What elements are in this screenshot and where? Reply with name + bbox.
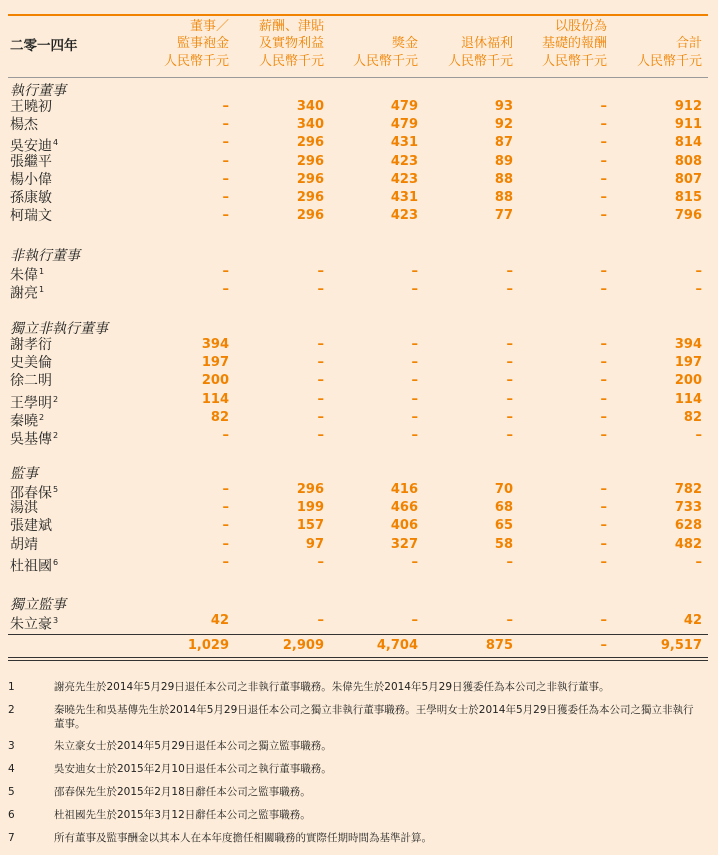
value-cell: 406 — [390, 518, 418, 534]
person-name — [10, 98, 52, 116]
value-cell: – — [411, 282, 418, 298]
value-cell: – — [506, 554, 513, 570]
table-row — [0, 207, 718, 225]
person-name-text: 胡靖 — [10, 536, 38, 553]
value-cell: 82 — [210, 409, 229, 425]
value-cell: 416 — [390, 482, 418, 497]
value-cell: – — [222, 282, 229, 298]
value-cell: 808 — [674, 153, 702, 169]
value-cell: – — [600, 153, 607, 169]
value-cell: – — [600, 391, 607, 407]
footnote-ref: 3 — [53, 616, 59, 625]
table-row — [0, 336, 718, 354]
table-row — [0, 536, 718, 554]
table-row — [0, 372, 718, 390]
table-row — [0, 554, 718, 575]
footnote-number: 7 — [8, 832, 15, 844]
total-cell: 2,909 — [282, 638, 324, 653]
table-row — [0, 354, 718, 372]
value-cell: 296 — [296, 135, 324, 151]
column-header-line: 人民幣千元 — [636, 53, 702, 69]
value-cell: – — [506, 613, 513, 628]
total-bottom-rule-1 — [8, 657, 708, 658]
column-header-line: 人民幣千元 — [541, 53, 607, 69]
person-name — [10, 153, 52, 171]
value-cell: – — [506, 391, 513, 407]
value-cell: 423 — [390, 171, 418, 187]
footnote-ref: 5 — [53, 485, 59, 494]
value-cell: 42 — [683, 613, 702, 628]
value-cell: – — [222, 536, 229, 552]
footnote-text: 謝亮先生於2014年5月29日退任本公司之非執行董事職務。朱偉先生於2014年5月29日獲委任為本公司之非執行董事。 — [54, 681, 610, 693]
value-cell: – — [317, 337, 324, 352]
table-row — [0, 153, 718, 171]
column-header-1 — [129, 18, 229, 71]
table-header — [8, 18, 708, 73]
person-name — [10, 207, 52, 225]
total-cell: – — [600, 638, 607, 653]
value-cell: 296 — [296, 190, 324, 205]
value-cell: – — [600, 554, 607, 570]
column-header-line: 人民幣千元 — [258, 53, 324, 69]
value-cell: – — [222, 208, 229, 224]
footnote-ref: 1 — [39, 285, 45, 295]
person-name — [10, 427, 58, 449]
value-cell: 394 — [201, 337, 229, 352]
footnote-text: 吳安迪女士於2015年2月10日退任本公司之執行董事職務。 — [54, 763, 332, 775]
value-cell: 796 — [674, 208, 702, 224]
section-title: 監事 — [10, 466, 38, 482]
footnote-number: 3 — [8, 740, 15, 752]
table-row — [0, 263, 718, 284]
table-row — [0, 134, 718, 156]
value-cell: 88 — [494, 190, 513, 205]
value-cell: – — [411, 409, 418, 425]
value-cell: 296 — [296, 153, 324, 169]
footnote-text: 邵春保先生於2015年2月18日辭任本公司之監事職務。 — [54, 786, 311, 798]
value-cell: – — [411, 554, 418, 570]
value-cell: – — [600, 500, 607, 516]
column-header-line: 獎金 — [391, 36, 418, 51]
footnote-ref: 1 — [39, 267, 45, 276]
value-cell: – — [600, 99, 607, 114]
value-cell: – — [222, 482, 229, 497]
value-cell: – — [600, 337, 607, 352]
value-cell: 114 — [674, 391, 702, 407]
person-name — [10, 372, 52, 390]
value-cell: 912 — [674, 99, 702, 114]
value-cell: – — [506, 355, 513, 371]
value-cell: 911 — [674, 117, 702, 133]
value-cell: – — [695, 264, 702, 279]
column-header-line: 董事／ — [189, 18, 229, 34]
value-cell: 733 — [674, 500, 702, 516]
column-header-2 — [224, 18, 324, 71]
footnote-text: 秦曉先生和吳基傳先生於2014年5月29日退任本公司之獨立非執行董事職務。王學明女士於2014年5月29日獲委任為本公司之獨立非執行董事。 — [54, 704, 694, 730]
value-cell: – — [317, 554, 324, 570]
value-cell: 394 — [674, 337, 702, 352]
total-row — [0, 637, 718, 655]
value-cell: 340 — [296, 99, 324, 114]
value-cell: – — [317, 409, 324, 425]
person-name-text: 謝孝衍 — [10, 337, 52, 353]
footnote-ref: 2 — [39, 412, 45, 422]
column-header-line: 退休福利 — [460, 36, 513, 51]
value-cell: – — [600, 482, 607, 497]
total-top-rule — [8, 634, 708, 635]
person-name-text: 謝亮 — [10, 285, 38, 302]
value-cell: 628 — [674, 518, 702, 534]
column-header-3 — [318, 35, 418, 70]
value-cell: 296 — [296, 482, 324, 497]
person-name-text: 王學明 — [10, 395, 52, 412]
person-name-text: 湯淇 — [10, 500, 38, 517]
value-cell: 814 — [674, 135, 702, 151]
value-cell: – — [411, 264, 418, 279]
value-cell: – — [317, 391, 324, 407]
person-name-text: 朱偉 — [10, 267, 38, 284]
person-name — [10, 171, 52, 189]
value-cell: – — [222, 190, 229, 205]
value-cell: – — [317, 428, 324, 443]
person-name-text: 吳安迪 — [10, 139, 52, 156]
person-name-text: 楊杰 — [10, 117, 38, 134]
person-name-text: 史美倫 — [10, 355, 52, 372]
column-header-6 — [602, 35, 702, 70]
year-label: 二零一四年 — [10, 38, 78, 54]
value-cell: – — [317, 282, 324, 298]
value-cell: 82 — [683, 409, 702, 425]
column-header-line: 人民幣千元 — [352, 53, 418, 69]
value-cell: 431 — [390, 135, 418, 151]
column-header-line: 合計 — [675, 36, 702, 51]
value-cell: – — [506, 264, 513, 279]
value-cell: 423 — [390, 153, 418, 169]
value-cell: – — [222, 428, 229, 443]
value-cell: 197 — [201, 355, 229, 371]
value-cell: 70 — [494, 482, 513, 497]
value-cell: – — [411, 391, 418, 407]
column-header-line: 監事袍金 — [176, 36, 229, 51]
person-name — [10, 612, 58, 634]
table-row — [0, 499, 718, 517]
table-row — [0, 189, 718, 207]
value-cell: – — [600, 409, 607, 425]
table-row — [0, 409, 718, 430]
footnote-ref: 2 — [53, 394, 59, 404]
table-row — [0, 517, 718, 535]
person-name-text: 張建斌 — [10, 518, 52, 535]
total-cell: 9,517 — [660, 638, 702, 653]
table-row — [0, 116, 718, 134]
person-name — [10, 517, 52, 535]
value-cell: – — [695, 282, 702, 298]
value-cell: 482 — [674, 536, 702, 552]
value-cell: 93 — [494, 99, 513, 114]
value-cell: – — [695, 554, 702, 570]
person-name-text: 杜祖國 — [10, 558, 52, 575]
footnote-number: 5 — [8, 786, 15, 798]
value-cell: – — [317, 264, 324, 279]
person-name — [10, 189, 52, 207]
value-cell: – — [222, 264, 229, 279]
person-name — [10, 536, 38, 554]
table-row — [0, 171, 718, 189]
value-cell: – — [600, 208, 607, 224]
value-cell: – — [222, 500, 229, 516]
value-cell: 479 — [390, 99, 418, 114]
value-cell: – — [411, 428, 418, 443]
value-cell: – — [600, 536, 607, 552]
value-cell: 88 — [494, 171, 513, 187]
value-cell: 58 — [494, 536, 513, 552]
value-cell: – — [506, 428, 513, 443]
value-cell: – — [506, 373, 513, 389]
column-header-line: 及實物利益 — [258, 36, 324, 51]
person-name-text: 邵春保 — [10, 485, 52, 502]
header-bottom-rule — [8, 77, 708, 78]
person-name — [10, 281, 44, 303]
value-cell: – — [600, 190, 607, 205]
value-cell: – — [600, 117, 607, 133]
footnote-number: 4 — [8, 763, 15, 775]
footnote-text: 朱立豪女士於2014年5月29日退任本公司之獨立監事職務。 — [54, 740, 332, 752]
value-cell: 199 — [296, 500, 324, 516]
value-cell: 479 — [390, 117, 418, 133]
person-name-text: 王曉初 — [10, 99, 52, 115]
value-cell: – — [317, 355, 324, 371]
footnote-ref: 4 — [53, 138, 59, 148]
section-title: 獨立非執行董事 — [10, 321, 108, 337]
table-row — [0, 427, 718, 448]
value-cell: – — [600, 613, 607, 628]
value-cell: 296 — [296, 208, 324, 224]
value-cell: – — [600, 428, 607, 443]
footnote-ref: 6 — [53, 557, 59, 567]
total-cell: 875 — [485, 638, 513, 653]
footnote-ref: 2 — [53, 431, 59, 440]
value-cell: – — [222, 554, 229, 570]
value-cell: – — [411, 373, 418, 389]
value-cell: 296 — [296, 171, 324, 187]
column-header-line: 以股份為 — [554, 18, 607, 34]
section-title: 獨立監事 — [10, 597, 66, 613]
person-name-text: 秦曉 — [10, 413, 38, 430]
value-cell: 89 — [494, 153, 513, 169]
value-cell: – — [222, 171, 229, 187]
value-cell: – — [222, 518, 229, 534]
value-cell: 68 — [494, 500, 513, 516]
value-cell: 200 — [201, 373, 229, 389]
table-row — [0, 281, 718, 302]
value-cell: – — [600, 518, 607, 534]
footnote-text: 杜祖國先生於2015年3月12日辭任本公司之監事職務。 — [54, 809, 311, 821]
value-cell: 197 — [674, 355, 702, 371]
value-cell: 42 — [210, 613, 229, 628]
total-cell: 4,704 — [376, 638, 418, 653]
value-cell: – — [695, 428, 702, 443]
table-row — [0, 481, 718, 502]
value-cell: – — [600, 135, 607, 151]
value-cell: 65 — [494, 518, 513, 534]
value-cell: 114 — [201, 391, 229, 407]
person-name-text: 張繼平 — [10, 153, 52, 170]
person-name-text: 吳基傳 — [10, 431, 52, 448]
section-title: 執行董事 — [10, 83, 66, 99]
table-row — [0, 612, 718, 633]
value-cell: – — [600, 171, 607, 187]
value-cell: 782 — [674, 482, 702, 497]
footnote-number: 1 — [8, 681, 15, 693]
value-cell: 77 — [494, 208, 513, 224]
person-name — [10, 354, 52, 372]
value-cell: 87 — [494, 135, 513, 151]
person-name-text: 柯瑞文 — [10, 208, 52, 225]
value-cell: 807 — [674, 171, 702, 187]
person-name-text: 楊小偉 — [10, 171, 52, 188]
column-header-5 — [507, 18, 607, 71]
value-cell: – — [411, 613, 418, 628]
table-row — [0, 98, 718, 116]
value-cell: – — [317, 613, 324, 628]
value-cell: 466 — [390, 500, 418, 516]
value-cell: 97 — [305, 536, 324, 552]
value-cell: – — [222, 153, 229, 169]
value-cell: – — [222, 117, 229, 133]
person-name — [10, 116, 38, 134]
value-cell: – — [506, 337, 513, 352]
value-cell: 431 — [390, 190, 418, 205]
footnote-number: 2 — [8, 704, 15, 716]
section-title: 非執行董事 — [10, 248, 80, 264]
column-header-line: 人民幣千元 — [163, 53, 229, 69]
value-cell: – — [222, 99, 229, 114]
value-cell: 157 — [296, 518, 324, 534]
table-row — [0, 391, 718, 412]
value-cell: 815 — [674, 190, 702, 205]
person-name — [10, 554, 58, 576]
header-top-rule — [8, 14, 708, 16]
value-cell: – — [411, 337, 418, 352]
column-header-4 — [413, 35, 513, 70]
value-cell: 327 — [390, 536, 418, 552]
value-cell: – — [600, 264, 607, 279]
person-name — [10, 499, 38, 517]
value-cell: 340 — [296, 117, 324, 133]
value-cell: – — [600, 355, 607, 371]
person-name-text: 朱立豪 — [10, 616, 52, 633]
value-cell: – — [222, 135, 229, 151]
value-cell: – — [411, 355, 418, 371]
value-cell: – — [506, 409, 513, 425]
column-header-line: 人民幣千元 — [447, 53, 513, 69]
person-name — [10, 336, 52, 354]
footnote-text: 所有董事及監事酬金以其本人在本年度擔任相關職務的實際任期時間為基準計算。 — [54, 832, 432, 844]
value-cell: 200 — [674, 373, 702, 389]
person-name-text: 孫康敏 — [10, 190, 52, 206]
person-name-text: 徐二明 — [10, 373, 52, 390]
footnote-number: 6 — [8, 809, 15, 821]
value-cell: – — [506, 282, 513, 298]
value-cell: – — [600, 373, 607, 389]
column-header-line: 基礎的報酬 — [541, 36, 607, 51]
value-cell: 92 — [494, 117, 513, 133]
total-bottom-rule-2 — [8, 660, 708, 661]
value-cell: 423 — [390, 208, 418, 224]
value-cell: – — [600, 282, 607, 298]
value-cell: – — [317, 373, 324, 389]
column-header-line: 薪酬、津貼 — [258, 18, 324, 34]
total-cell: 1,029 — [187, 638, 229, 653]
